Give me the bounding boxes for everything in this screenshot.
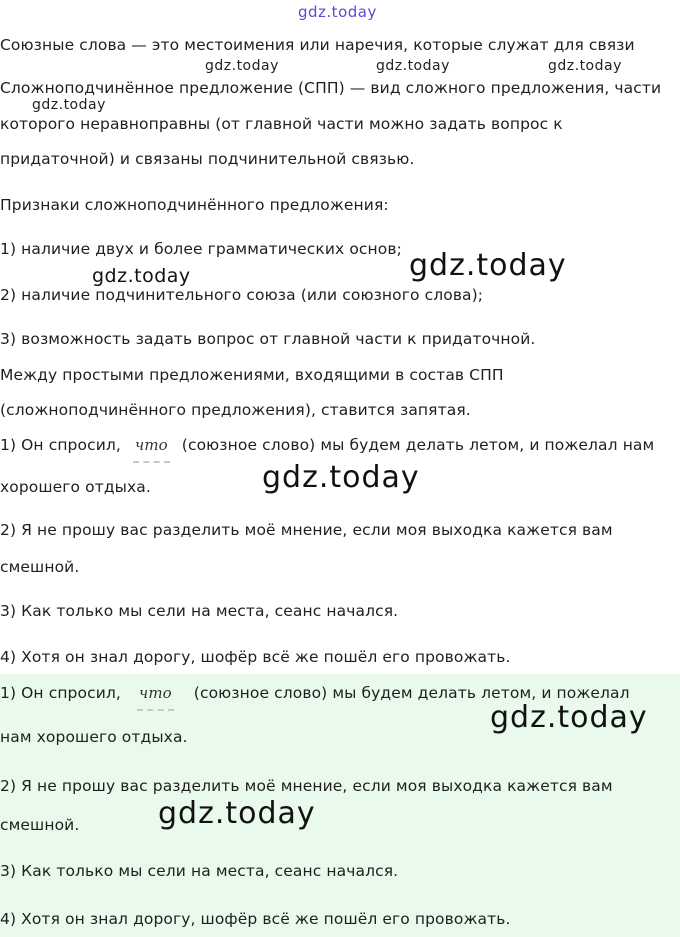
handwritten-word: что [134,436,168,454]
theory-line: придаточной) и связаны подчинительной связью. [0,150,415,168]
sign-item: 1) наличие двух и более грамматических основ; [0,240,402,258]
sentence-part: 1) Он спросил, [0,684,121,702]
watermark: gdz.today [32,97,106,113]
sentence-part: 1) Он спросил, [0,436,121,454]
handwritten-word: что [138,684,172,702]
comma-rule-line: Между простыми предложениями, входящими в состав СПП [0,366,504,384]
answer-sentence-1-cont: нам хорошего отдыха. [0,728,188,746]
task-sentence-1-cont: хорошего отдыха. [0,478,151,496]
watermark-top: gdz.today [298,3,377,21]
answer-sentence-1 [0,683,630,703]
watermark: gdz.today [376,58,450,74]
task-sentence-3: 3) Как только мы сели на места, сеанс начался. [0,602,399,620]
watermark: gdz.today [205,58,279,74]
answer-sentence-2: 2) Я не прошу вас разделить моё мнение, если моя выходка кажется вам [0,777,613,795]
signs-title: Признаки сложноподчинённого предложения: [0,196,389,214]
answer-sentence-3: 3) Как только мы сели на места, сеанс начался. [0,862,399,880]
watermark: gdz.today [158,796,316,831]
watermark: gdz.today [92,265,191,287]
theory-line: Сложноподчинённое предложение (СПП) — вид сложного предложения, части [0,79,662,97]
theory-line: Союзные слова — это местоимения или наречия, которые служат для связи [0,36,635,54]
answer-sentence-2-cont: смешной. [0,816,80,834]
theory-line: которого неравноправны (от главной части можно задать вопрос к [0,115,563,133]
sign-item: 2) наличие подчинительного союза (или союзного слова); [0,286,484,304]
watermark: gdz.today [409,248,567,283]
sign-item: 3) возможность задать вопрос от главной части к придаточной. [0,330,536,348]
watermark: gdz.today [490,700,648,735]
watermark: gdz.today [262,460,420,495]
comma-rule-line: (сложноподчинённого предложения), ставится запятая. [0,401,471,419]
task-sentence-4: 4) Хотя он знал дорогу, шофёр всё же пошёл его провожать. [0,648,511,666]
task-sentence-2: 2) Я не прошу вас разделить моё мнение, если моя выходка кажется вам [0,521,613,539]
task-sentence-2-cont: смешной. [0,558,80,576]
task-sentence-1 [0,435,654,455]
sentence-part: (союзное слово) мы будем делать летом, и пожелал [193,684,630,702]
sentence-part: (союзное слово) мы будем делать летом, и пожелал нам [181,436,655,454]
watermark: gdz.today [548,58,622,74]
answer-sentence-4: 4) Хотя он знал дорогу, шофёр всё же пошёл его провожать. [0,910,511,928]
